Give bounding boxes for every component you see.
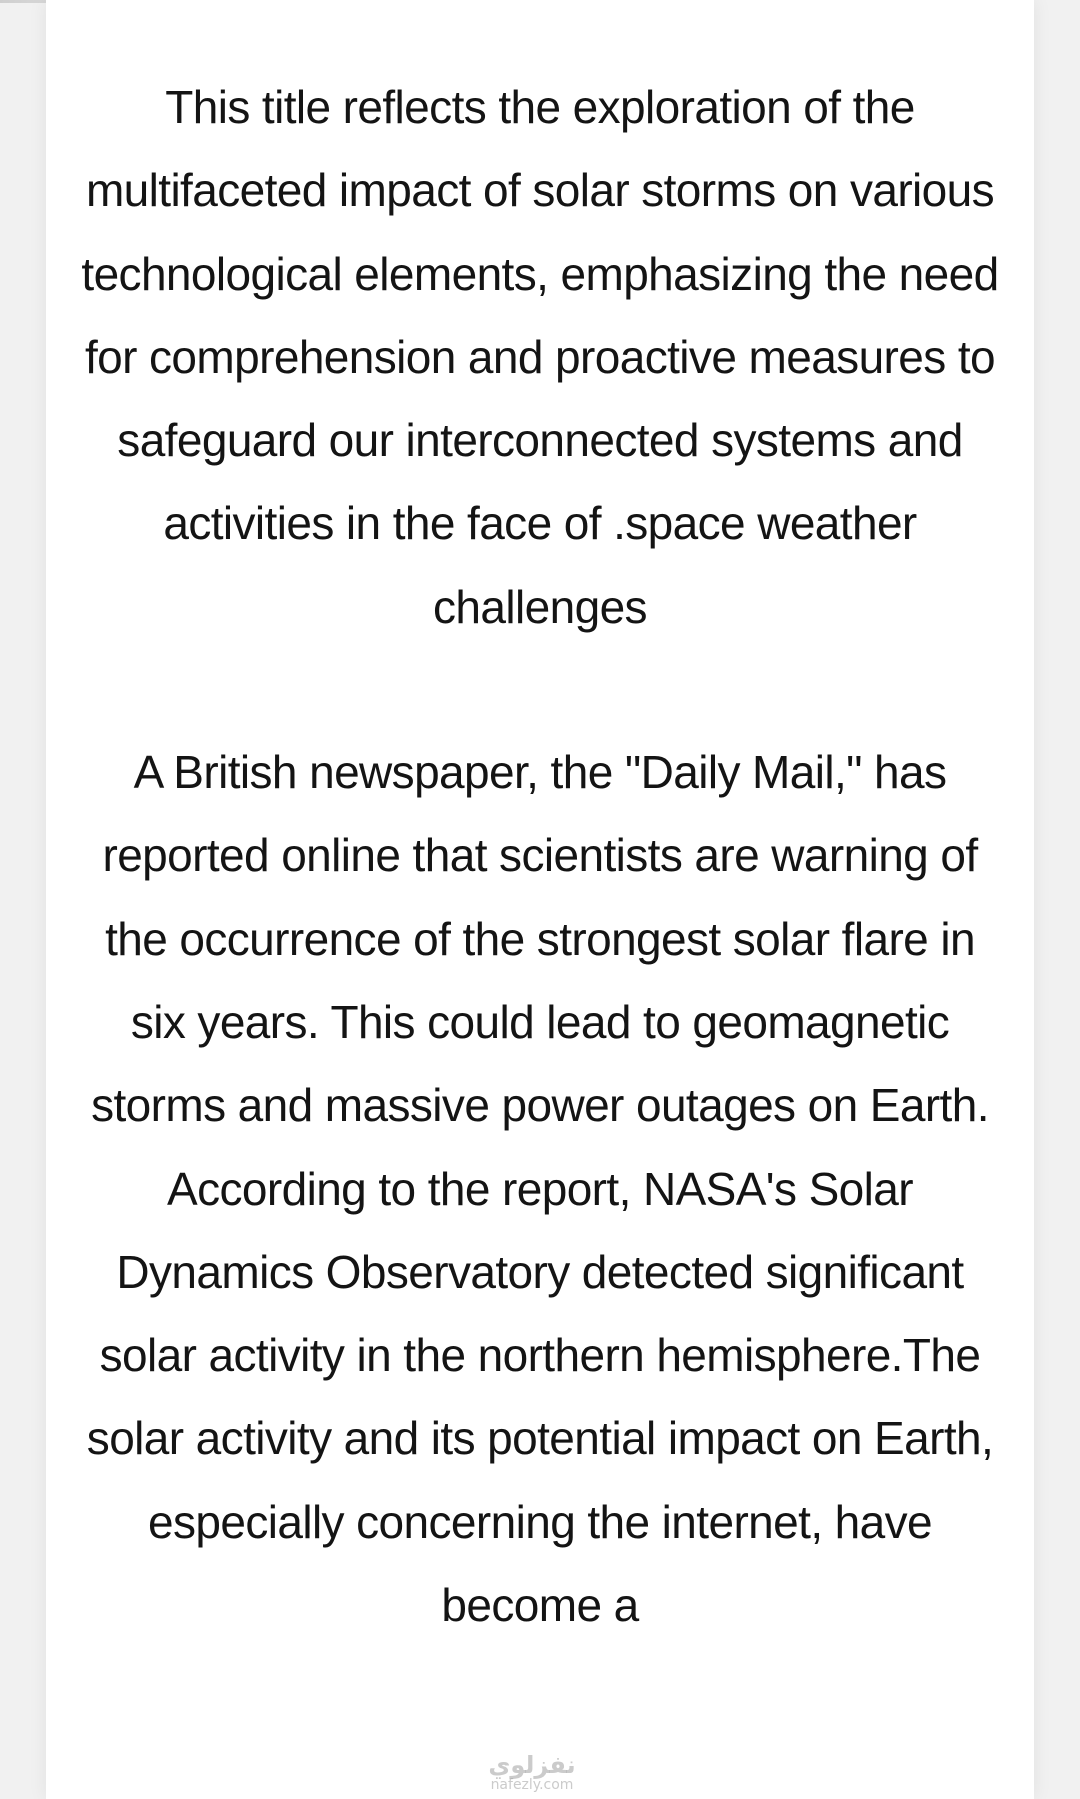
article-paragraph-daily-mail: A British newspaper, the "Daily Mail," has reported online that scientists are warning of the occurrence of the strongest solar flare in six years. This could lead to geomagnetic storms and massive power outages on Earth. According to the report, NASA's Solar Dynamics Observatory detected significant solar activity in the northern hemisphere.The solar activity and its potential impact on Earth, especially concerning the internet, have become a xyxy=(86,746,994,1632)
watermark-site-text: nafezly.com xyxy=(490,1777,574,1793)
watermark-logo-text: نفزلوي xyxy=(488,1751,576,1779)
article-body xyxy=(46,0,1034,1647)
article-paragraph-intro: This title reflects the exploration of the multifaceted impact of solar storms on various technological elements, emphasizing the need for comprehension and proactive measures to safeguard our interconnected systems and activities in the face of .space weather challenges xyxy=(81,81,999,633)
